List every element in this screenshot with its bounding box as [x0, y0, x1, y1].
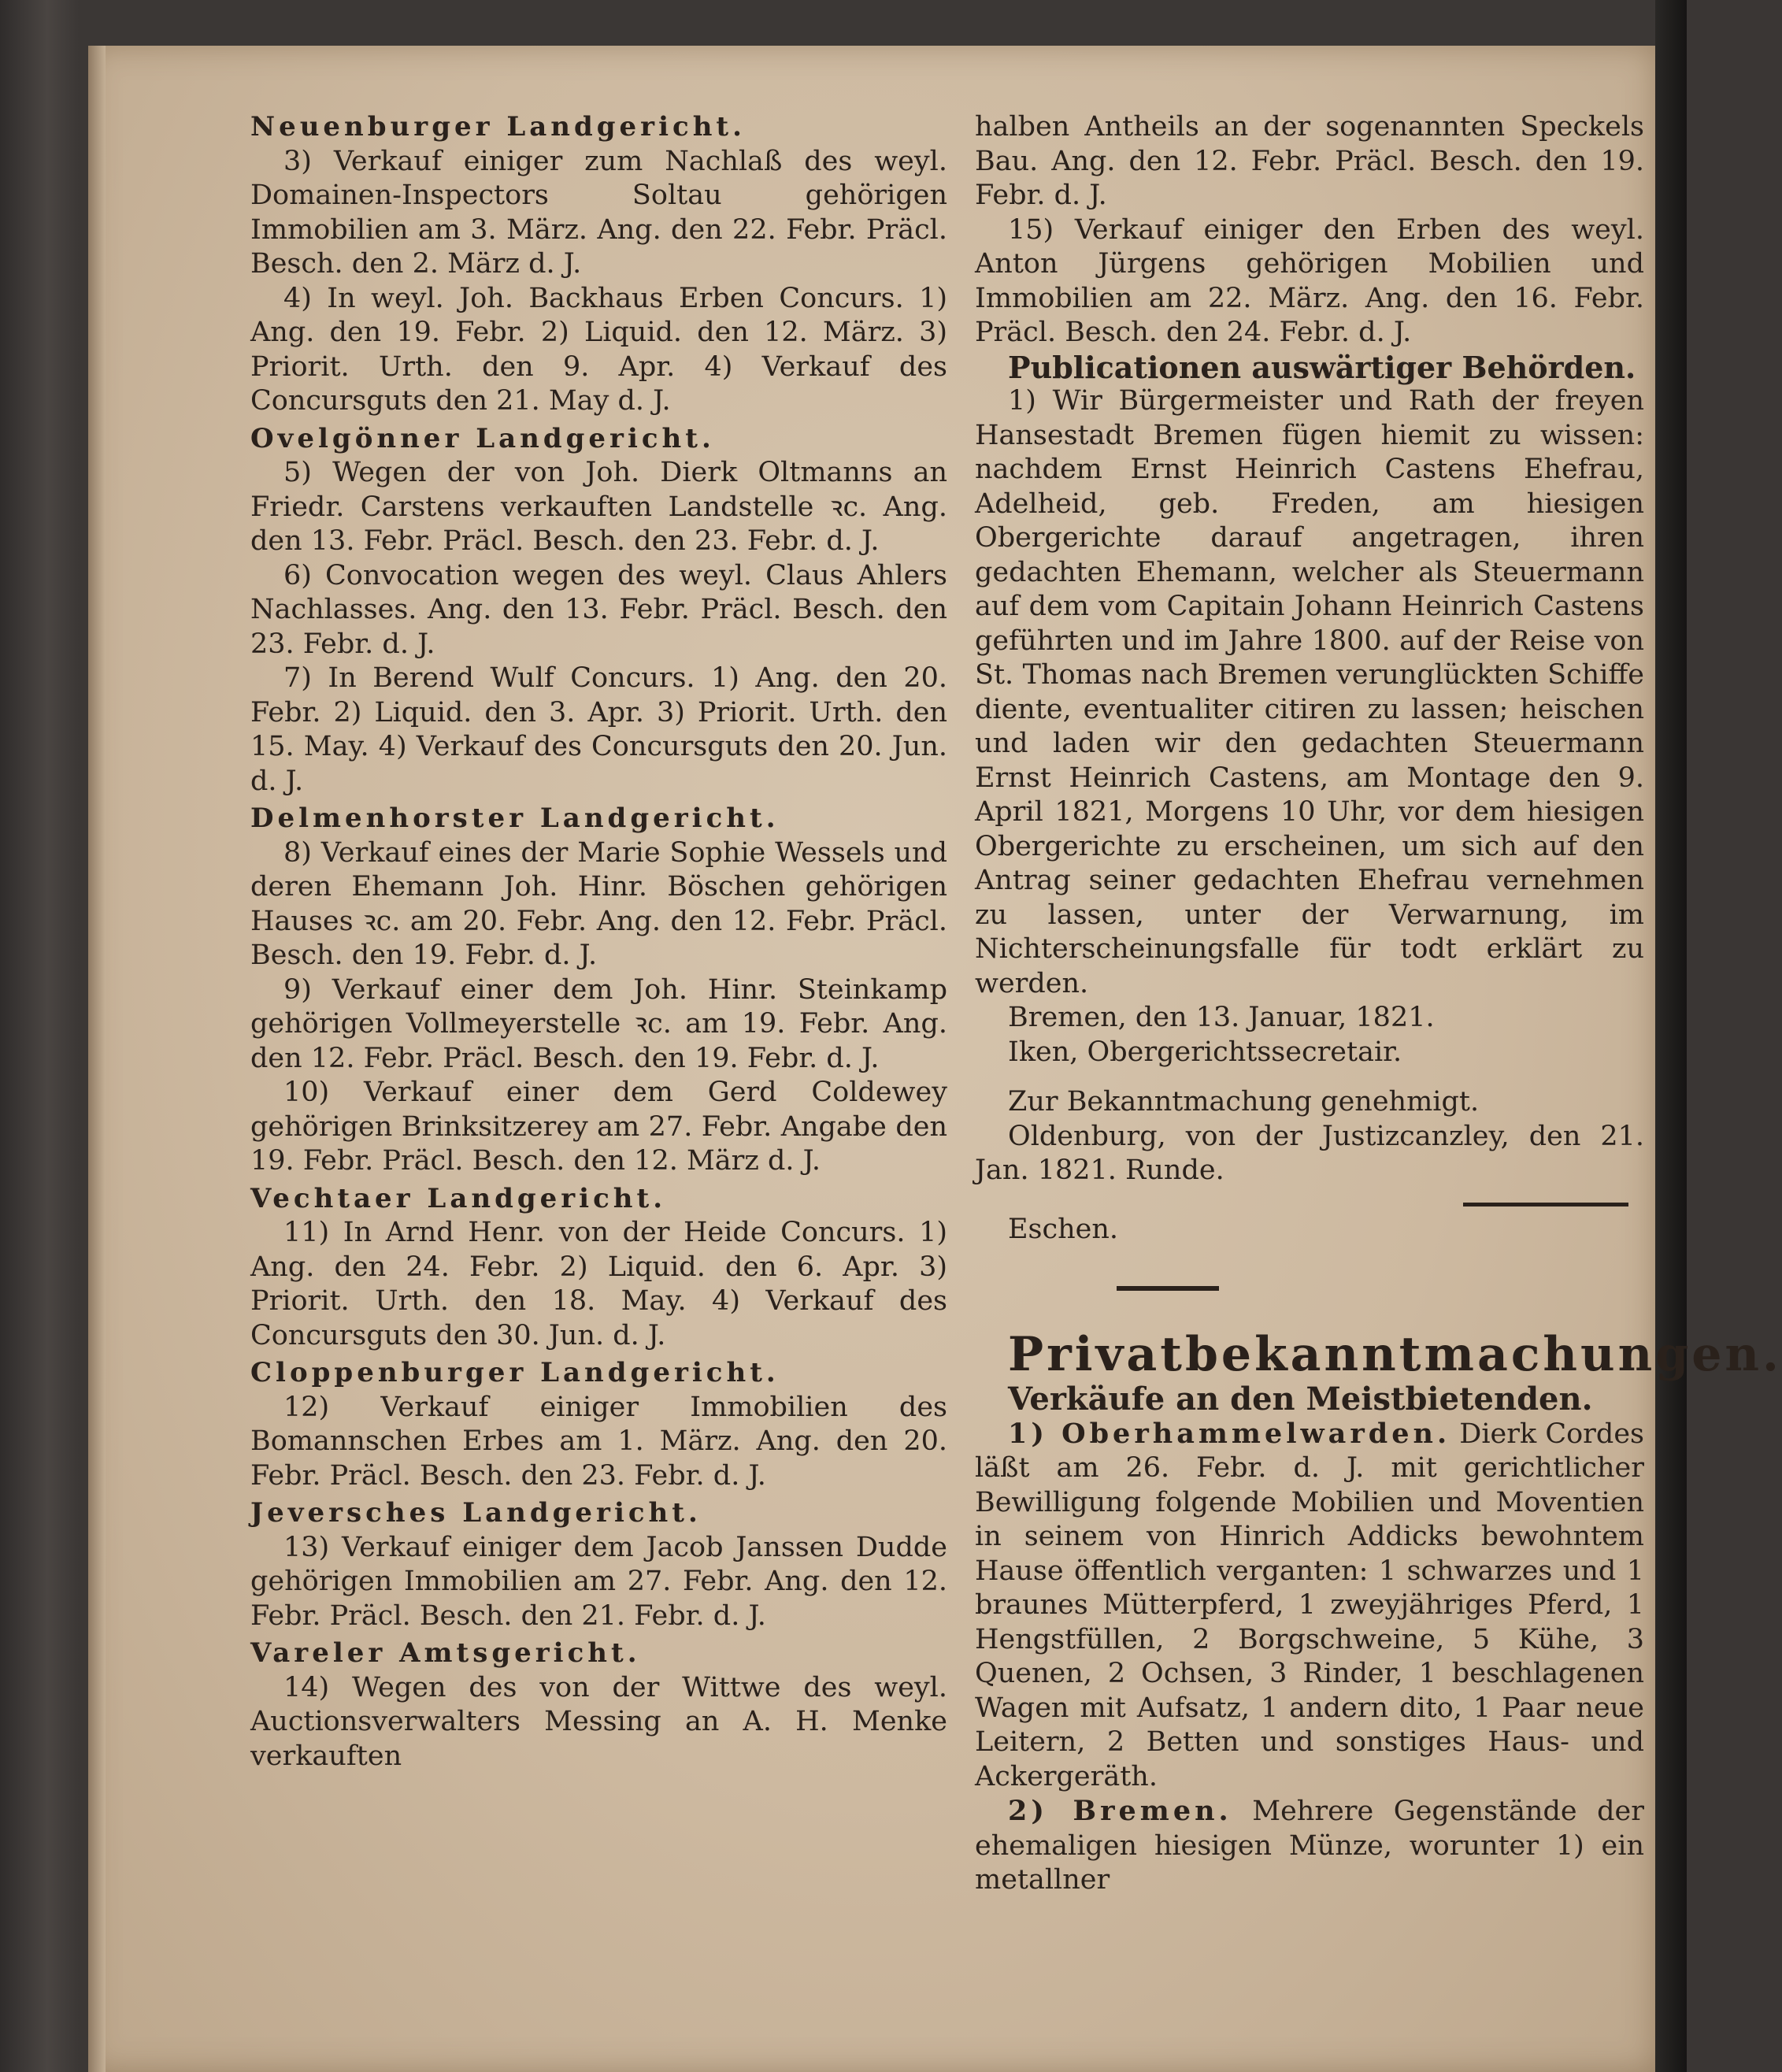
clerk-signature: Eschen.: [1008, 1213, 1119, 1245]
notice-continuation: halben Antheils an der sogenannten Speckels Bau. Ang. den 12. Febr. Präcl. Besch. den 19. Febr. d. J.: [975, 111, 1644, 211]
notice-item: 8) Verkauf eines der Marie Sophie Wessels und deren Ehemann Joh. Hinr. Böschen gehörigen Hauses ꝛc. am 20. Febr. Ang. den 12. Febr. Präcl. Besch. den 19. Febr. d. J.: [250, 836, 947, 971]
notice-item: 14) Wegen des von der Wittwe des weyl. Auctionsverwalters Messing an A. H. Menke verkauften: [250, 1671, 947, 1772]
notice-item: 7) In Berend Wulf Concurs. 1) Ang. den 20. Febr. 2) Liquid. den 3. Apr. 3) Priorit. Urth. den 15. May. 4) Verkauf des Concursguts den 20. Jun. d. J.: [250, 662, 947, 797]
publication-item: 1) Wir Bürgermeister und Rath der freyen Hansestadt Bremen fügen hiemit zu wissen: nachdem Ernst Heinrich Castens Ehefrau, Adelheid, geb. Freden, am hiesigen Obergerichte darauf angetragen, ihren gedachten Ehemann, welcher als Steuermann auf dem vom Capitain Johann Heinrich Castens geführten und im Jahre 1800. auf der Reise von St. Thomas nach Bremen verunglückten Schiffe diente, eventualiter citiren zu lassen; heischen und laden wir den gedachten Steuermann Ernst Heinrich Castens, am Montage den 9. April 1821, Morgens 10 Uhr, vor dem hiesigen Obergerichte zu erscheinen, um sich auf den Antrag seiner gedachten Ehefrau vernehmen zu lassen, unter der Verwarnung, im Nichterscheinungsfalle für todt erklärt zu werden.: [975, 385, 1644, 999]
left-column: [250, 110, 947, 1774]
notice-item: 4) In weyl. Joh. Backhaus Erben Concurs. 1) Ang. den 19. Febr. 2) Liquid. den 12. März. 3) Priorit. Urth. den 9. Apr. 4) Verkauf des Concursguts den 21. May d. J.: [250, 282, 947, 417]
notice-item: 11) In Arnd Henr. von der Heide Concurs. 1) Ang. den 24. Febr. 2) Liquid. den 6. Apr. 3) Priorit. Urth. den 18. May. 4) Verkauf des Concursguts den 30. Jun. d. J.: [250, 1217, 947, 1351]
notice-item: 13) Verkauf einiger dem Jacob Janssen Dudde gehörigen Immobilien am 27. Febr. Ang. den 12. Febr. Präcl. Besch. den 21. Febr. d. J.: [250, 1531, 947, 1632]
court-heading: Neuenburger Landgericht.: [250, 111, 746, 143]
notice-item: 3) Verkauf einiger zum Nachlaß des weyl. Domainen-Inspectors Soltau gehörigen Immobilien am 3. März. Ang. den 22. Febr. Präcl. Besch. den 2. März d. J.: [250, 145, 947, 280]
private-announcements-heading: Privatbekanntmachungen.: [1008, 1327, 1782, 1382]
notice-item: 10) Verkauf einer dem Gerd Coldewey gehörigen Brinksitzerey am 27. Febr. Angabe den 19. Febr. Präcl. Besch. den 12. März d. J.: [250, 1077, 947, 1177]
section-divider: [1117, 1286, 1219, 1291]
notice-item: 9) Verkauf einer dem Joh. Hinr. Steinkamp gehörigen Vollmeyerstelle ꝛc. am 19. Febr. Ang. den 12. Febr. Präcl. Besch. den 19. Febr. d. J.: [250, 973, 947, 1074]
page-right-edge: [1655, 0, 1687, 2072]
notice-item: 6) Convocation wegen des weyl. Claus Ahlers Nachlasses. Ang. den 13. Febr. Präcl. Besch. den 23. Febr. d. J.: [250, 559, 947, 660]
announcement-item: [975, 1794, 1644, 1898]
section-title: Publicationen auswärtiger Behörden.: [1008, 349, 1636, 385]
announcement-item: [975, 1417, 1644, 1795]
announcement-text: Dierk Cordes läßt am 26. Febr. d. J. mit gerichtlicher Bewilligung folgende Mobilien und Moventien in seinem von Hinrich Addicks bewohntem Hause öffentlich verganten: 1 schwarzes und 1 braunes Mütterpferd, 1 zweyjähriges Pferd, 1 Hengstfüllen, 2 Borgschweine, 5 Kühe, 3 Quenen, 2 Ochsen, 3 Rinder, 1 beschlagenen Wagen mit Aufsatz, 1 andern dito, 1 Paar neue Leitern, 2 Betten und sonstiges Haus- und Ackergeräth.: [975, 1418, 1644, 1792]
court-heading: Cloppenburger Landgericht.: [250, 1357, 780, 1388]
court-heading: Vechtaer Landgericht.: [250, 1182, 667, 1214]
notice-item: 12) Verkauf einiger Immobilien des Bomannschen Erbes am 1. März. Ang. den 20. Febr. Präcl. Besch. den 23. Febr. d. J.: [250, 1391, 947, 1492]
place-name: 2) Bremen.: [1008, 1795, 1232, 1827]
page-binding-edge: [88, 46, 106, 2072]
notice-item: 15) Verkauf einiger den Erben des weyl. Anton Jürgens gehörigen Mobilien und Immobilien am 22. März. Ang. den 16. Febr. Präcl. Besch. den 24. Febr. d. J.: [975, 213, 1644, 348]
approval-line: Zur Bekanntmachung genehmigt.: [1008, 1086, 1480, 1118]
date-line: Bremen, den 13. Januar, 1821.: [1008, 1002, 1435, 1033]
court-heading: Vareler Amtsgericht.: [250, 1637, 641, 1669]
notice-item: 5) Wegen der von Joh. Dierk Oltmanns an Friedr. Carstens verkauften Landstelle ꝛc. Ang. den 13. Febr. Präcl. Besch. den 23. Febr. d. J.: [250, 457, 947, 557]
court-heading: Ovelgönner Landgericht.: [250, 422, 715, 454]
announcement-text: Mehrere Gegenstände der ehemaligen hiesigen Münze, worunter 1) ein metallner: [975, 1796, 1644, 1896]
signer-line: Iken, Obergerichtssecretair.: [1008, 1036, 1402, 1068]
place-name: 1) Oberhammelwarden.: [1008, 1417, 1451, 1450]
right-column: [975, 110, 1782, 1898]
place-date-line: Oldenburg, von der Justizcanzley, den 21. Jan. 1821. Runde.: [975, 1120, 1644, 1186]
court-heading: Delmenhorster Landgericht.: [250, 802, 780, 834]
auction-subheading: Verkäufe an den Meistbietenden.: [1008, 1381, 1593, 1418]
court-heading: Jeversches Landgericht.: [250, 1497, 702, 1529]
separator-rule: [1463, 1203, 1628, 1207]
